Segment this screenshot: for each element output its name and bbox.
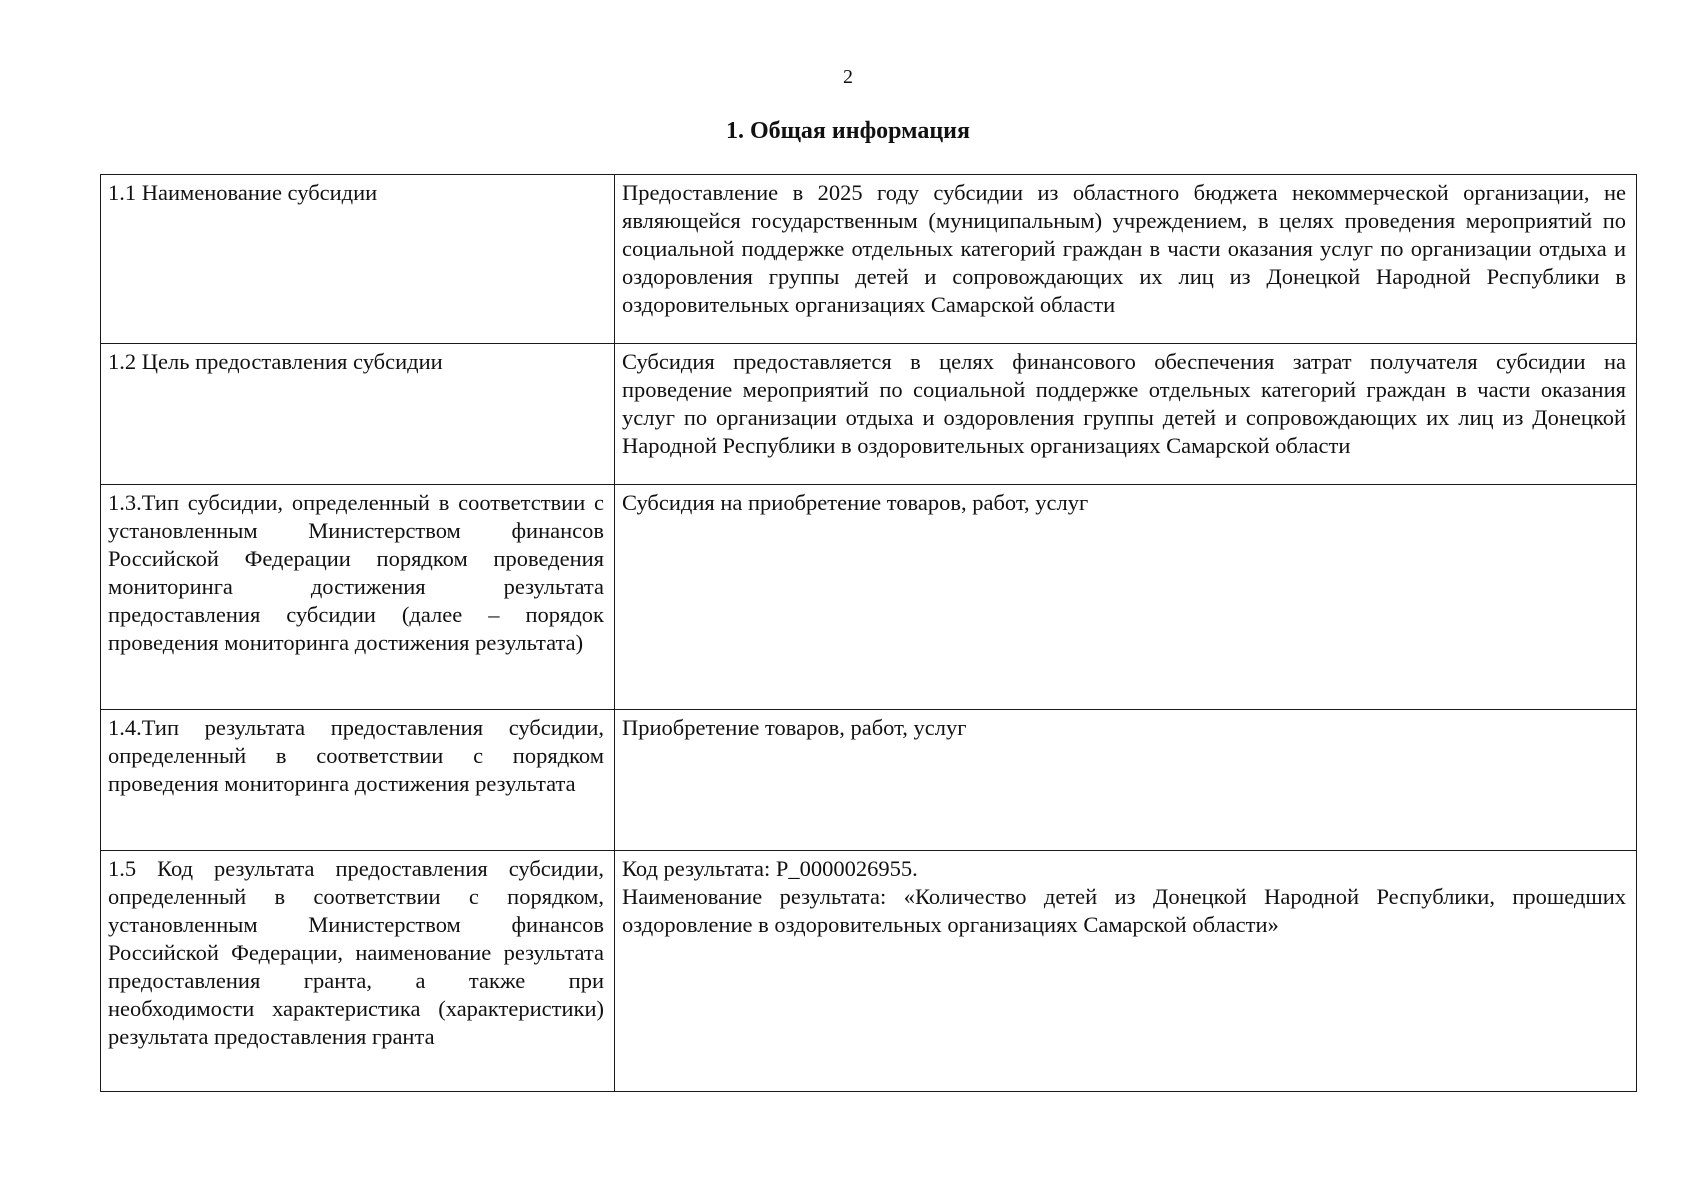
section-title: 1. Общая информация [726,118,970,144]
table-row [101,710,1637,851]
table-row [101,344,1637,485]
table-row [101,175,1637,344]
row-label-result-type: 1.4.Тип результата предоставления субсидии, определенный в соответствии с порядком проведения мониторинга достижения результата [101,710,615,851]
row-label-result-code: 1.5 Код результата предоставления субсидии, определенный в соответствии с порядком, установленным Министерством финансов Российской Федерации, наименование результата предоставления гранта, а также при необходимости характеристика (характеристики) результата предоставления гранта [101,851,615,1092]
cell-text: Субсидия на приобретение товаров, работ, услуг [622,490,1089,515]
general-info-table [100,174,1637,1092]
row-label-subsidy-type: 1.3.Тип субсидии, определенный в соответствии с установленным Министерством финансов Российской Федерации порядком проведения мониторинга достижения результата предоставления субсидии (далее – порядок проведения мониторинга достижения результата) [101,485,615,710]
cell-text: Приобретение товаров, работ, услуг [622,715,967,740]
table-row [101,485,1637,710]
row-value-subsidy-goal [615,344,1637,485]
cell-text: Субсидия предоставляется в целях финансового обеспечения затрат получателя субсидии на проведение мероприятий по социальной поддержке отдельных категорий граждан в части оказания услуг по организации отдыха и оздоровления группы детей и сопровождающих их лиц из Донецкой Народной Республики в оздоровительных организациях Самарской области [622,349,1626,458]
row-label-subsidy-goal: 1.2 Цель предоставления субсидии [101,344,615,485]
row-label-subsidy-name: 1.1 Наименование субсидии [101,175,615,344]
result-code-text: Код результата: Р_0000026955. [622,856,918,881]
table-row [101,851,1637,1092]
row-value-result-code [615,851,1637,1092]
row-value-subsidy-type [615,485,1637,710]
row-value-result-type [615,710,1637,851]
result-name-text: Наименование результата: «Количество детей из Донецкой Народной Республики, прошедших оздоровление в оздоровительных организациях Самарской области» [622,884,1626,937]
row-value-subsidy-name [615,175,1637,344]
page-number: 2 [843,66,853,88]
cell-text: Предоставление в 2025 году субсидии из областного бюджета некоммерческой организации, не являющейся государственным (муниципальным) учреждением, в целях проведения мероприятий по социальной поддержке отдельных категорий граждан в части оказания услуг по организации отдыха и оздоровления группы детей и сопровождающих их лиц из Донецкой Народной Республики в оздоровительных организациях Самарской области [622,180,1626,317]
